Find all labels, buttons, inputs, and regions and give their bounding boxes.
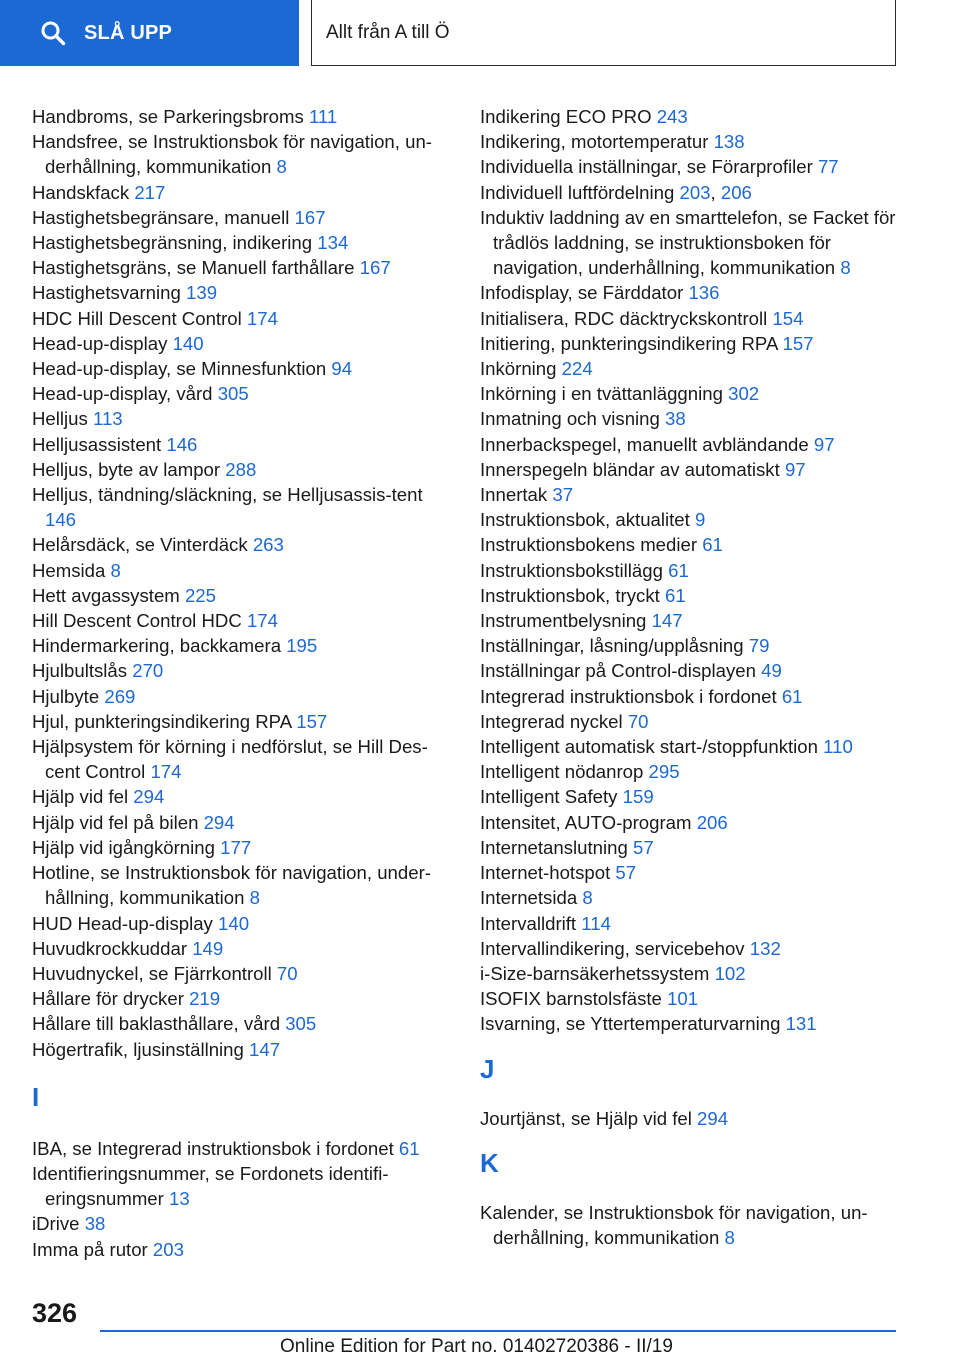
page-link[interactable]: 97 xyxy=(813,433,835,455)
breadcrumb-label: Allt från A till Ö xyxy=(326,21,450,43)
index-entry-text: Handbroms, se Parkeringsbroms xyxy=(32,106,304,127)
page-link[interactable]: 305 xyxy=(285,1013,317,1035)
index-entry xyxy=(480,406,910,431)
page-number: 326 xyxy=(32,1298,78,1328)
index-entry-text: Imma på rutor xyxy=(32,1238,148,1260)
index-entry xyxy=(480,1011,910,1036)
index-entry xyxy=(480,684,910,709)
index-entry xyxy=(32,583,452,608)
index-entry-text: Instruktionsbokens medier xyxy=(480,534,698,556)
index-entry xyxy=(32,608,452,633)
index-entry-text: HDC Hill Descent Control xyxy=(32,307,242,329)
index-entry xyxy=(32,784,452,809)
page-link[interactable]: 9 xyxy=(694,509,706,531)
index-entry-text: Kalender, se Instruktionsbok för navigation, un-derhållning, kommunikation xyxy=(480,1201,868,1248)
page-link[interactable]: 177 xyxy=(220,836,252,858)
index-entry xyxy=(32,331,452,356)
index-entry xyxy=(480,205,910,281)
index-entry xyxy=(32,1237,452,1262)
index-entry-text: Internetsida xyxy=(480,887,578,909)
index-entry-text: Intervalldrift xyxy=(480,912,577,934)
index-entry xyxy=(480,154,910,179)
index-entry-text: Instruktionsbokstillägg xyxy=(480,559,663,581)
index-entry xyxy=(480,331,910,356)
page-link[interactable]: 305 xyxy=(217,383,249,405)
index-entry xyxy=(480,734,910,759)
index-entry xyxy=(480,381,910,406)
index-entry-text: Hjulbultslås xyxy=(32,660,128,682)
index-entry-text: Integrerad nyckel xyxy=(480,710,623,732)
page-link[interactable]: 61 xyxy=(398,1137,420,1159)
index-entry xyxy=(32,911,452,936)
index-entry xyxy=(480,129,910,154)
index-entry xyxy=(32,835,452,860)
page-link[interactable]: 38 xyxy=(665,408,686,430)
index-entry xyxy=(480,709,910,734)
page-link[interactable]: 154 xyxy=(772,307,804,329)
page-link[interactable]: 269 xyxy=(104,685,136,707)
index-entry xyxy=(32,129,452,179)
page-link[interactable]: 139 xyxy=(186,282,218,304)
page-link[interactable]: 113 xyxy=(92,408,123,430)
index-entry-text: Högertrafik, ljusinställning xyxy=(32,1038,244,1060)
page-link[interactable]: 61 xyxy=(664,584,686,606)
index-entry xyxy=(32,986,452,1011)
index-entry-text: Hotline, se Instruktionsbok för navigation, under-hållning, kommunikation xyxy=(32,862,431,909)
index-entry-text: Internetanslutning xyxy=(480,836,628,858)
index-entry xyxy=(32,558,452,583)
page-link[interactable]: 110 xyxy=(823,736,853,758)
index-entry-text: Intelligent automatisk start-/stoppfunktion xyxy=(480,736,818,758)
page-link[interactable]: 167 xyxy=(359,257,391,279)
page-link[interactable]: 8 xyxy=(582,887,593,909)
index-entry-text: Instruktionsbok, aktualitet xyxy=(480,509,690,531)
page-link[interactable]: 132 xyxy=(749,937,781,959)
index-entry-text: Head-up-display, vård xyxy=(32,383,213,405)
index-entry-text: ISOFIX barnstolsfäste xyxy=(480,988,662,1010)
index-entry-text: Hållare för drycker xyxy=(32,988,184,1010)
search-button[interactable] xyxy=(0,0,299,66)
index-entry xyxy=(480,658,910,683)
page-link[interactable]: 174 xyxy=(150,761,182,783)
page-link[interactable]: 136 xyxy=(688,282,720,304)
index-entry xyxy=(480,532,910,557)
page-link[interactable]: 114 xyxy=(581,912,611,934)
index-entry xyxy=(480,633,910,658)
index-entry-text: Instruktionsbok, tryckt xyxy=(480,584,660,606)
index-entry-text: Huvudkrockkuddar xyxy=(32,937,188,959)
page-link[interactable]: 157 xyxy=(296,710,328,732)
index-entry xyxy=(480,961,910,986)
index-entry-text: Individuell luftfördelning xyxy=(480,181,675,203)
index-entry-text: Head-up-display xyxy=(32,332,168,354)
index-entry xyxy=(480,583,910,608)
page-link[interactable]: 295 xyxy=(648,761,680,783)
index-entry-text: Helljus xyxy=(32,408,88,430)
index-entry xyxy=(32,306,452,331)
page-link[interactable]: 101 xyxy=(667,988,699,1010)
index-entry xyxy=(480,432,910,457)
search-button-label: SLÅ UPP xyxy=(84,21,173,44)
page-link[interactable]: 203 xyxy=(152,1238,184,1260)
page-link[interactable]: 243 xyxy=(656,106,688,127)
page-link[interactable]: 147 xyxy=(249,1038,281,1060)
page-link[interactable]: 61 xyxy=(702,534,723,556)
index-entry-text: iDrive xyxy=(32,1213,80,1235)
page-link[interactable]: 49 xyxy=(761,660,782,682)
index-entry-text: Handsfree, se Instruktionsbok för navigation, un-derhållning, kommunikation xyxy=(32,131,432,178)
index-entry xyxy=(32,205,452,230)
page-link[interactable]: 8 xyxy=(276,156,287,178)
page-link[interactable]: 140 xyxy=(218,912,250,934)
page-link[interactable]: 102 xyxy=(714,962,746,984)
page-link[interactable]: 219 xyxy=(189,988,221,1010)
index-entry xyxy=(480,810,910,835)
page-link[interactable]: 94 xyxy=(331,358,353,380)
index-entry-text: HUD Head-up-display xyxy=(32,912,213,934)
page-link[interactable]: 167 xyxy=(294,206,326,228)
index-entry xyxy=(480,558,910,583)
index-entry xyxy=(480,835,910,860)
index-entry-text: Isvarning, se Yttertemperaturvarning xyxy=(480,1013,781,1035)
index-entry xyxy=(480,104,910,129)
index-entry-text: Hastighetsbegränsare, manuell xyxy=(32,206,290,228)
index-entry-text: i-Size-barnsäkerhetssystem xyxy=(480,962,710,984)
index-entry xyxy=(32,457,452,482)
index-entry-text: Jourtjänst, se Hjälp vid fel xyxy=(480,1107,692,1129)
index-entry-text: Intelligent Safety xyxy=(480,786,618,808)
index-entry-text: Huvudnyckel, se Fjärrkontroll xyxy=(32,962,272,984)
page-link[interactable]: 294 xyxy=(697,1107,729,1129)
page-link[interactable]: 149 xyxy=(192,937,224,959)
index-entry-text: Head-up-display, se Minnesfunktion xyxy=(32,358,327,380)
index-entry-text: Hållare till baklasthållare, vård xyxy=(32,1013,281,1035)
page-link[interactable]: 8 xyxy=(110,559,121,581)
page-link[interactable]: 70 xyxy=(276,962,298,984)
index-entry-text: Indikering, motortemperatur xyxy=(480,131,709,153)
page-link[interactable]: 8 xyxy=(249,887,260,909)
index-entry-text: Internet-hotspot xyxy=(480,862,611,884)
index-entry-text: Inkörning xyxy=(480,358,557,380)
index-entry-text: Innerbackspegel, manuellt avbländande xyxy=(480,433,809,455)
index-entry xyxy=(32,734,452,784)
index-entry-text: Intelligent nödanrop xyxy=(480,761,644,783)
index-entry xyxy=(32,633,452,658)
page-link[interactable]: 217 xyxy=(134,181,166,203)
index-entry xyxy=(480,911,910,936)
page-link[interactable]: 263 xyxy=(252,534,284,556)
page-link[interactable]: 77 xyxy=(817,156,839,178)
page-link[interactable]: 195 xyxy=(286,635,318,657)
index-entry-text: Intensitet, AUTO-program xyxy=(480,811,692,833)
index-entry xyxy=(32,1211,452,1236)
index-entry xyxy=(32,936,452,961)
index-entry-text: Helårsdäck, se Vinterdäck xyxy=(32,534,248,556)
index-entry-text: IBA, se Integrerad instruktionsbok i fordonet xyxy=(32,1137,394,1159)
index-entry-text: Intervallindikering, servicebehov xyxy=(480,937,745,959)
index-entry-text: Instrumentbelysning xyxy=(480,610,647,632)
index-column-left xyxy=(32,104,452,1262)
page-link[interactable]: 294 xyxy=(133,786,165,808)
index-entry-text: Initiering, punkteringsindikering RPA xyxy=(480,332,778,354)
index-entry xyxy=(32,860,452,910)
index-entry xyxy=(32,230,452,255)
page-link[interactable]: 138 xyxy=(713,131,745,153)
index-entry xyxy=(32,684,452,709)
index-entry-text: Innertak xyxy=(480,484,548,506)
page-link[interactable]: 61 xyxy=(781,685,803,707)
index-entry-text: Hett avgassystem xyxy=(32,584,180,606)
index-entry-text: Handskfack xyxy=(32,181,130,203)
page-link[interactable]: 134 xyxy=(317,232,349,254)
breadcrumb[interactable] xyxy=(311,0,896,66)
page-link[interactable]: 111 xyxy=(308,106,338,127)
index-entry-text: Innerspegeln bländar av automatiskt xyxy=(480,458,780,480)
index-entry-text: Hjälp vid igångkörning xyxy=(32,836,215,858)
index-entry xyxy=(32,432,452,457)
index-letter-heading: J xyxy=(480,1053,495,1084)
index-entry xyxy=(32,1161,452,1211)
page-link[interactable]: 13 xyxy=(169,1188,190,1210)
index-entry xyxy=(480,860,910,885)
page-link[interactable]: 206 xyxy=(720,181,752,203)
index-entry-text: Hastighetsbegränsning, indikering xyxy=(32,232,313,254)
index-entry xyxy=(480,1106,910,1131)
index-entry xyxy=(32,180,452,205)
index-entry xyxy=(480,507,910,532)
index-entry xyxy=(32,1037,452,1062)
index-letter-heading: K xyxy=(480,1147,499,1178)
index-entry xyxy=(32,709,452,734)
page-link[interactable]: 157 xyxy=(782,332,814,354)
index-entry-text: Helljus, byte av lampor xyxy=(32,458,221,480)
index-entry-text: Helljus, tändning/släckning, se Helljusassis-tent xyxy=(32,484,423,506)
index-entry xyxy=(32,961,452,986)
index-entry xyxy=(32,280,452,305)
index-entry-text: Hjulbyte xyxy=(32,685,100,707)
index-entry-text: Hjul, punkteringsindikering RPA xyxy=(32,710,292,732)
index-entry xyxy=(480,457,910,482)
page-link[interactable]: 38 xyxy=(84,1213,106,1235)
top-bar xyxy=(0,0,960,66)
index-entry-text: Hjälp vid fel på bilen xyxy=(32,811,199,833)
index-entry-text: Integrerad instruktionsbok i fordonet xyxy=(480,685,777,707)
index-entry xyxy=(480,759,910,784)
index-entry-text: Inkörning i en tvättanläggning xyxy=(480,383,723,405)
index-entry xyxy=(32,1136,452,1161)
page-link[interactable]: 131 xyxy=(785,1013,817,1035)
index-entry-text: Infodisplay, se Färddator xyxy=(480,282,684,304)
page-link[interactable]: 57 xyxy=(633,836,654,858)
index-entry-text: Hastighetsgräns, se Manuell farthållare xyxy=(32,257,355,279)
index-entry-text: Hill Descent Control HDC xyxy=(32,610,242,632)
index-column-right xyxy=(480,104,910,1250)
index-entry xyxy=(480,1200,910,1250)
index-entry xyxy=(32,1011,452,1036)
index-entry xyxy=(480,885,910,910)
index-letter-heading: I xyxy=(32,1081,40,1112)
page-link[interactable]: 147 xyxy=(651,610,683,632)
page-link[interactable]: 61 xyxy=(668,559,689,581)
page-link[interactable]: 37 xyxy=(552,484,574,506)
index-entry xyxy=(32,532,452,557)
index-entry-text: Hindermarkering, backkamera xyxy=(32,635,282,657)
page-link[interactable]: 203 xyxy=(679,181,711,203)
page-link[interactable]: 8 xyxy=(840,257,851,279)
index-entry xyxy=(32,482,452,532)
index-entry xyxy=(32,406,452,431)
index-entry xyxy=(480,280,910,305)
page-link[interactable]: 140 xyxy=(172,332,204,354)
page-link[interactable]: 97 xyxy=(784,458,806,480)
index-entry xyxy=(480,784,910,809)
index-entry-text: Hjälpsystem för körning i nedförslut, se Hill Des-cent Control xyxy=(32,736,428,783)
index-entry xyxy=(32,104,452,129)
page-link[interactable]: 79 xyxy=(748,635,770,657)
index-entry xyxy=(480,986,910,1011)
page-link[interactable]: 206 xyxy=(696,811,728,833)
index-entry-text: Inmatning och visning xyxy=(480,408,660,430)
index-entry xyxy=(480,482,910,507)
index-entry-text: Helljusassistent xyxy=(32,433,162,455)
index-entry-text: Hemsida xyxy=(32,559,106,581)
page-link[interactable]: 224 xyxy=(561,358,593,380)
page-link[interactable]: 57 xyxy=(615,862,637,884)
index-entry-text: Identifieringsnummer, se Fordonets identifi-eringsnummer xyxy=(32,1162,389,1210)
page-link[interactable]: 302 xyxy=(728,383,760,405)
footer-edition: Online Edition for Part no. 01402720386 - II/19 xyxy=(280,1336,673,1357)
index-entry-text: Indikering ECO PRO xyxy=(480,106,652,127)
index-entry xyxy=(32,356,452,381)
index-entry-text: Inställningar, låsning/upplåsning xyxy=(480,635,744,657)
page-link[interactable]: 174 xyxy=(246,610,278,632)
page-link[interactable]: 146 xyxy=(45,509,77,531)
index-entry xyxy=(32,658,452,683)
index-entry xyxy=(480,936,910,961)
page-link[interactable]: 174 xyxy=(246,307,278,329)
index-entry-text: Hastighetsvarning xyxy=(32,282,181,304)
index-entry-text: Induktiv laddning av en smarttelefon, se Facket för trådlös laddning, se instruktionsboken för navigation, underhållning, kommunikation xyxy=(480,206,896,279)
page-link[interactable]: 294 xyxy=(203,811,235,833)
page-link[interactable]: 8 xyxy=(724,1226,735,1248)
page-link[interactable]: 225 xyxy=(184,584,216,606)
page-link[interactable]: 288 xyxy=(225,458,257,480)
index-entry-text: Hjälp vid fel xyxy=(32,786,129,808)
page-link[interactable]: 270 xyxy=(132,660,164,682)
footer-divider xyxy=(100,1330,896,1332)
page-link[interactable]: 159 xyxy=(622,786,654,808)
index-entry: Individuell luftfördelning 203, 206 xyxy=(480,181,752,203)
index-entry xyxy=(480,306,910,331)
index-entry xyxy=(32,381,452,406)
index-entry xyxy=(480,608,910,633)
index-entry-text: Initialisera, RDC däcktryckskontroll xyxy=(480,307,768,329)
index-entry-text: Individuella inställningar, se Förarprofiler xyxy=(480,156,813,178)
index-entry xyxy=(480,356,910,381)
index-entry xyxy=(32,810,452,835)
page-link[interactable]: 146 xyxy=(166,433,198,455)
index-entry-text: Inställningar på Control-displayen xyxy=(480,660,756,682)
search-icon xyxy=(40,20,66,46)
page-link[interactable]: 70 xyxy=(627,710,649,732)
index-entry xyxy=(32,255,452,280)
